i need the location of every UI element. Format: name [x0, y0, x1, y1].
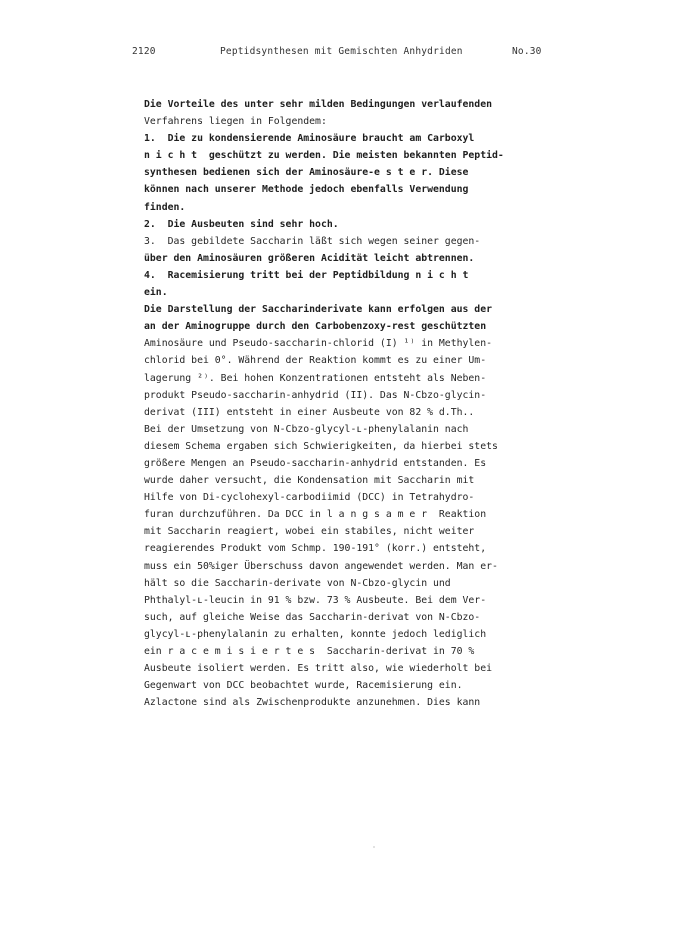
text-line: Bei der Umsetzung von N-Cbzo-glycyl-ʟ-phenylalanin nach [144, 423, 469, 435]
text-line: Aminosäure und Pseudo-saccharin-chlorid (I) ¹⁾ in Methylen- [144, 338, 492, 350]
text-line: Gegenwart von DCC beobachtet wurde, Racemisierung ein. [144, 680, 463, 692]
issue-number: No.30 [512, 46, 542, 57]
text-line: derivat (III) entsteht in einer Ausbeute von 82 % d.Th.. [144, 406, 475, 418]
text-line: Azlactone sind als Zwischenprodukte anzunehmen. Dies kann [144, 697, 481, 709]
text-line: lagerung ²⁾. Bei hohen Konzentrationen entsteht als Neben- [144, 372, 487, 384]
text-line: Die Vorteile des unter sehr milden Bedingungen verlaufenden [144, 99, 492, 110]
text-line: können nach unserer Methode jedoch ebenfalls Verwendung [144, 184, 469, 196]
page-header [0, 46, 680, 62]
text-line: produkt Pseudo-saccharin-anhydrid (II). Das N-Cbzo-glycin- [144, 389, 487, 401]
running-title: Peptidsynthesen mit Gemischten Anhydriden [220, 46, 463, 57]
text-line: 4. Racemisierung tritt bei der Peptidbildung n i c h t [144, 269, 469, 281]
text-line: furan durchzuführen. Da DCC in l a n g s a m e r Reaktion [144, 509, 487, 521]
text-line: diesem Schema ergaben sich Schwierigkeiten, da hierbei stets [144, 440, 498, 452]
text-line: an der Aminogruppe durch den Carbobenzoxy-rest geschützten [144, 321, 487, 333]
text-line: Hilfe von Di-cyclohexyl-carbodiimid (DCC) in Tetrahydro- [144, 492, 475, 504]
text-line: Ausbeute isoliert werden. Es tritt also, wie wiederholt bei [144, 663, 492, 675]
body-text [144, 96, 544, 711]
text-line: ein r a c e m i s i e r t e s Saccharin-derivat in 70 % [144, 646, 475, 657]
page-number: 2120 [132, 46, 156, 57]
text-line: Phthalyl-ʟ-leucin in 91 % bzw. 73 % Ausbeute. Bei dem Ver- [144, 594, 487, 606]
text-line: such, auf gleiche Weise das Saccharin-derivat von N-Cbzo- [144, 611, 481, 623]
text-line: chlorid bei 0°. Während der Reaktion kommt es zu einer Um- [144, 355, 487, 367]
text-line: reagierendes Produkt vom Schmp. 190-191° (korr.) entsteht, [144, 543, 487, 555]
text-line: 2. Die Ausbeuten sind sehr hoch. [144, 218, 339, 230]
text-line: ein. [144, 287, 168, 299]
text-line: wurde daher versucht, die Kondensation mit Saccharin mit [144, 475, 475, 487]
text-line: hält so die Saccharin-derivate von N-Cbzo-glycin und [144, 577, 451, 589]
text-line: über den Aminosäuren größeren Acidität leicht abtrennen. [144, 252, 475, 264]
text-line: Die Darstellung der Saccharinderivate kann erfolgen aus der [144, 304, 492, 316]
text-line: größere Mengen an Pseudo-saccharin-anhydrid entstanden. Es [144, 457, 487, 469]
text-line: muss ein 50%iger Überschuss davon angewendet werden. Man er- [144, 560, 498, 572]
text-line: Verfahrens liegen in Folgendem: [144, 116, 327, 128]
text-line: glycyl-ʟ-phenylalanin zu erhalten, konnte jedoch lediglich [144, 628, 487, 640]
text-line: mit Saccharin reagiert, wobei ein stabiles, nicht weiter [144, 526, 475, 538]
text-line: n i c h t geschützt zu werden. Die meisten bekannten Peptid- [144, 150, 504, 162]
text-line: 3. Das gebildete Saccharin läßt sich wegen seiner gegen- [144, 235, 481, 247]
text-line: 1. Die zu kondensierende Aminosäure braucht am Carboxyl [144, 133, 475, 145]
paper-speck [373, 846, 375, 848]
text-line: synthesen bedienen sich der Aminosäure-e s t e r. Diese [144, 167, 469, 179]
text-line: finden. [144, 201, 186, 213]
